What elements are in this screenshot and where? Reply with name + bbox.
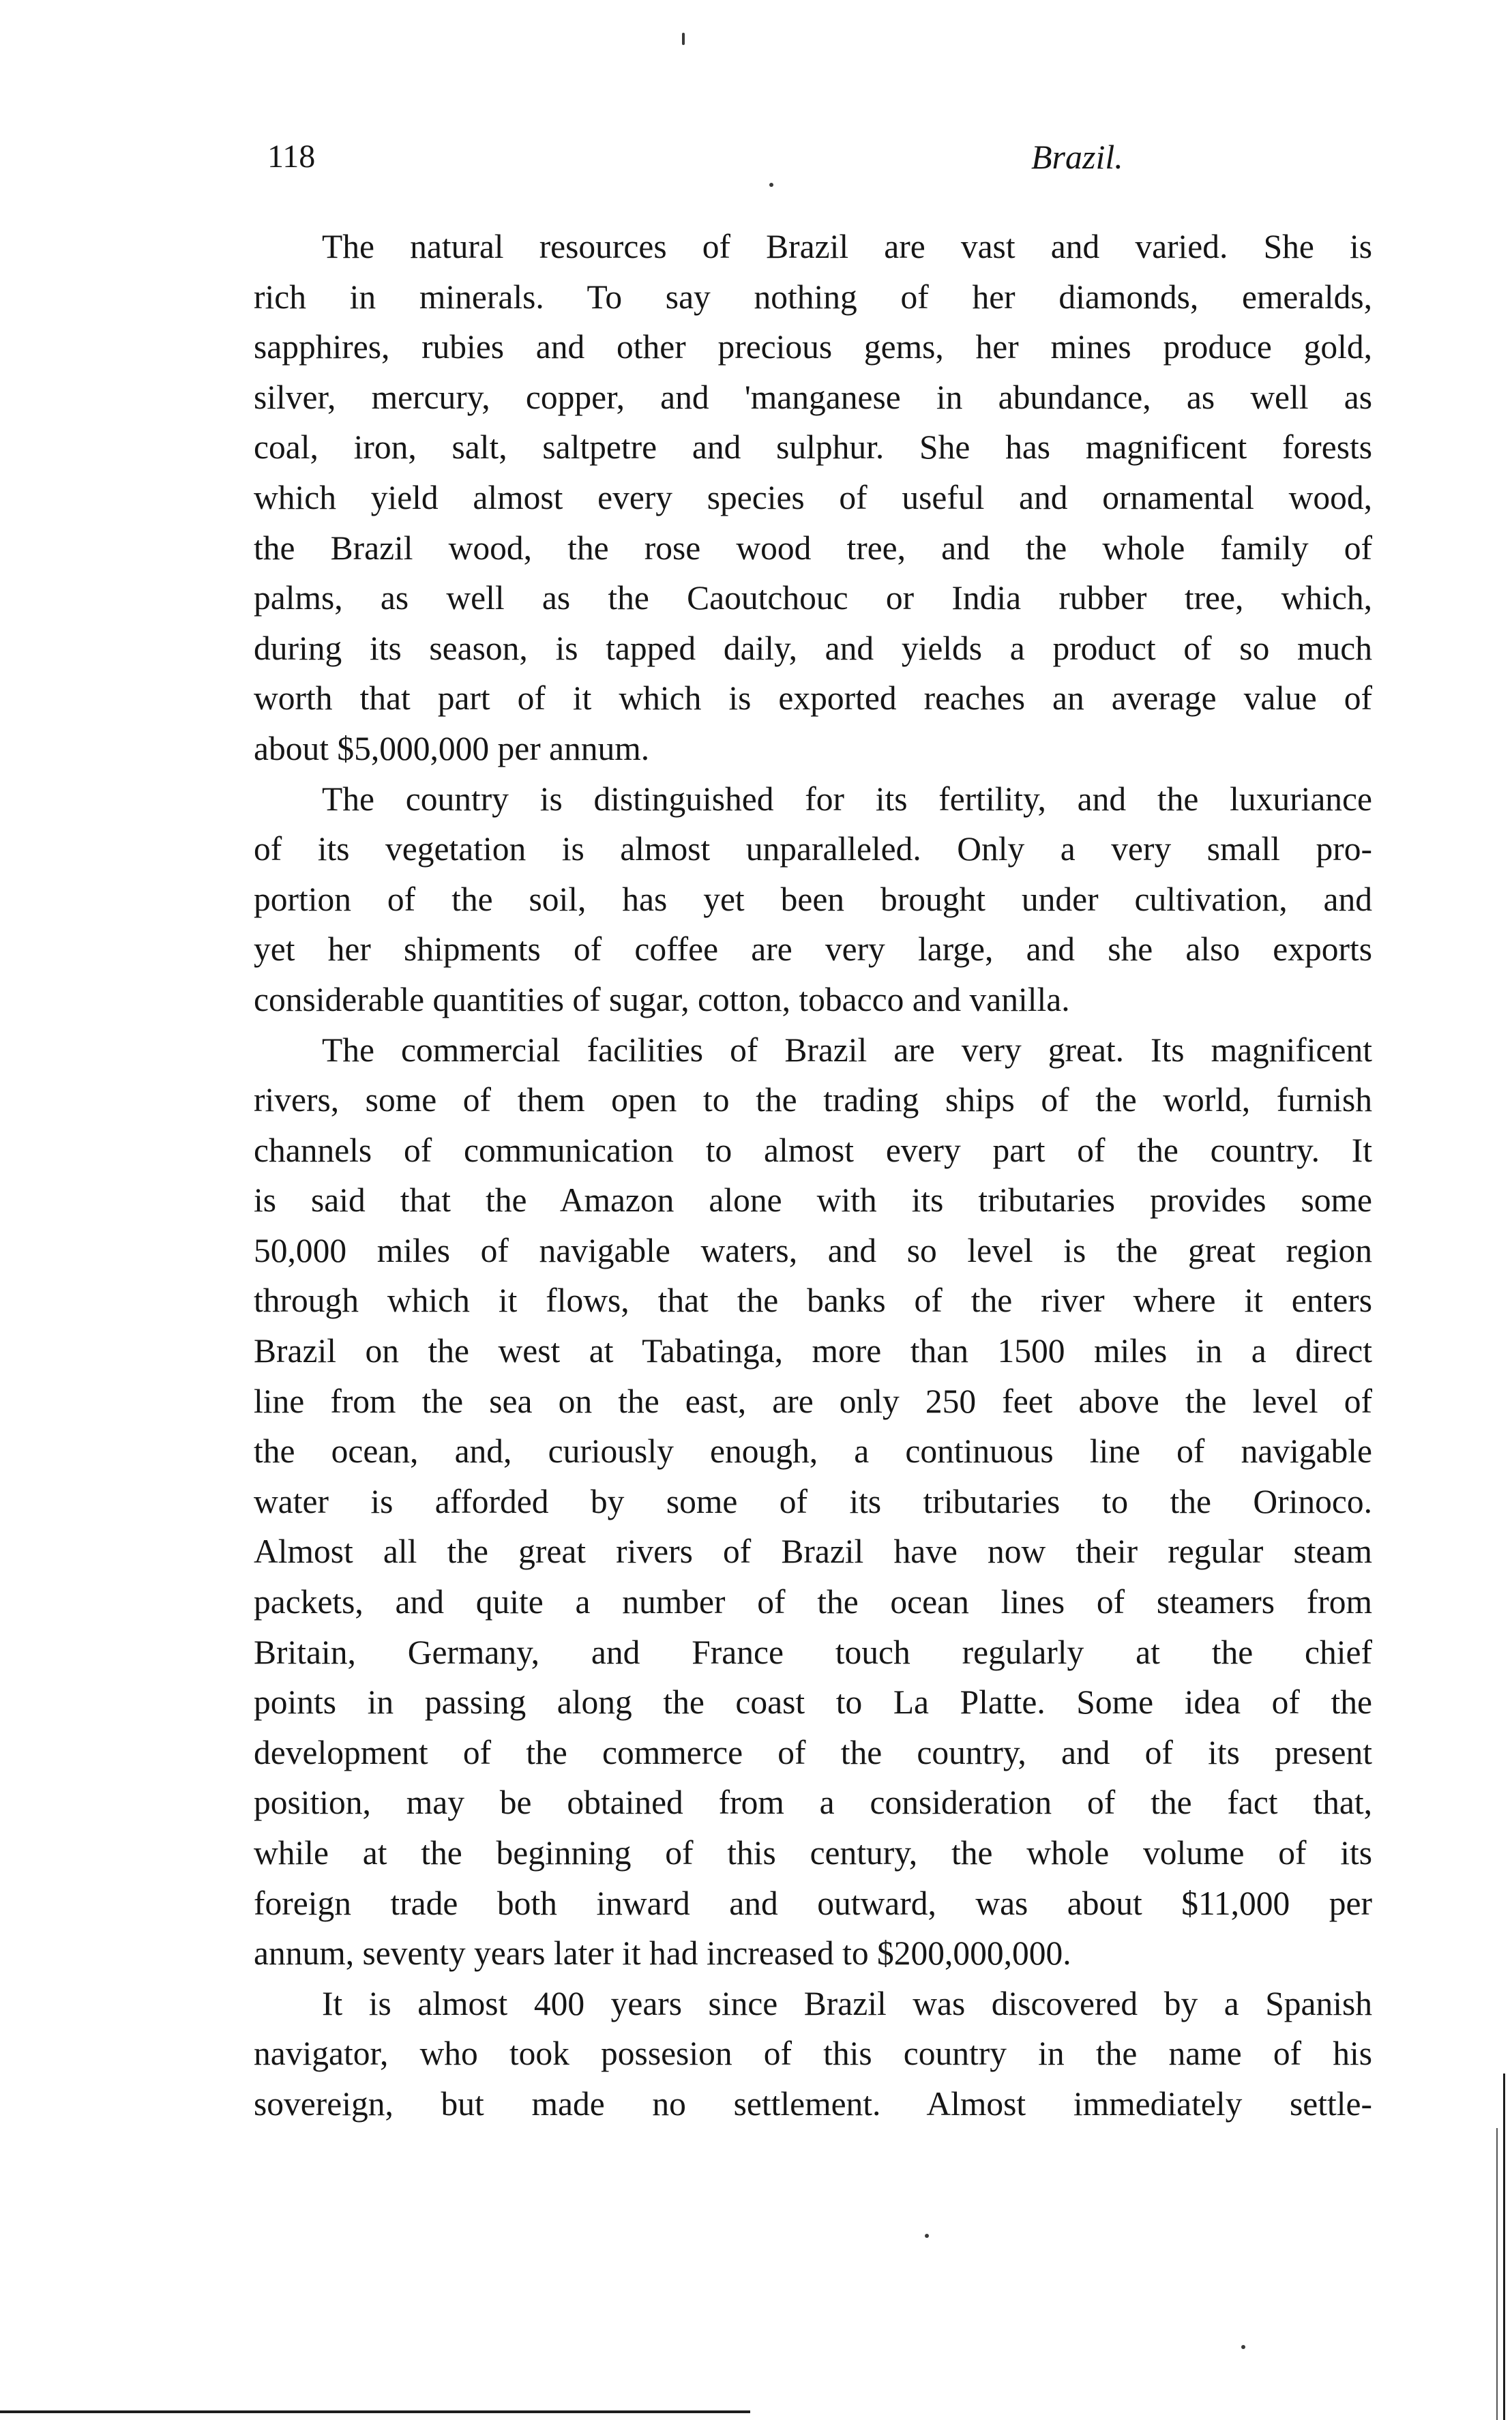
- text-line: Britain, Germany, and France touch regularly at the chief: [254, 1633, 1372, 1671]
- scan-edge-line: [0, 2410, 750, 2413]
- text-line: rivers, some of them open to the trading ships of the world, furnish: [254, 1081, 1372, 1119]
- paragraph-natural-resources: [254, 222, 1372, 774]
- text-line: palms, as well as the Caoutchouc or India rubber tree, which,: [254, 579, 1372, 617]
- page-body: [254, 222, 1372, 2129]
- text-line: position, may be obtained from a consideration of the fact that,: [254, 1784, 1372, 1822]
- running-title: Brazil.: [1031, 138, 1123, 176]
- text-line: points in passing along the coast to La Platte. Some idea of the: [254, 1683, 1372, 1722]
- page-header: [267, 136, 1365, 184]
- paragraph-fertility: [254, 774, 1372, 1025]
- text-line: worth that part of it which is exported reaches an average value of: [254, 679, 1372, 718]
- text-line: about $5,000,000 per annum.: [254, 729, 650, 767]
- text-line: the Brazil wood, the rose wood tree, and the whole family of: [254, 529, 1372, 567]
- text-line: 50,000 miles of navigable waters, and so level is the great region: [254, 1231, 1372, 1269]
- text-line: packets, and quite a number of the ocean lines of steamers from: [254, 1583, 1372, 1621]
- text-line: foreign trade both inward and outward, was about $11,000 per: [254, 1884, 1372, 1922]
- scan-speck: [682, 33, 685, 45]
- text-line: navigator, who took possesion of this country in the name of his: [254, 2035, 1372, 2073]
- scan-speck: [925, 2234, 929, 2238]
- text-line: line from the sea on the east, are only 250 feet above the level of: [254, 1382, 1372, 1420]
- text-line: yet her shipments of coffee are very large, and she also exports: [254, 930, 1372, 969]
- text-line: The natural resources of Brazil are vast and varied. She is: [322, 228, 1372, 265]
- text-line: is said that the Amazon alone with its tributaries provides some: [254, 1181, 1372, 1220]
- text-line: The country is distinguished for its fertility, and the luxuriance: [322, 780, 1372, 818]
- scan-speck: [1241, 2345, 1245, 2349]
- text-line: water is afforded by some of its tributaries to the Orinoco.: [254, 1482, 1372, 1520]
- text-line: rich in minerals. To say nothing of her diamonds, emeralds,: [254, 278, 1372, 316]
- text-line: The commercial facilities of Brazil are very great. Its magnificent: [322, 1031, 1372, 1069]
- paragraph-commerce: [254, 1025, 1372, 1979]
- text-line: development of the commerce of the country, and of its present: [254, 1733, 1372, 1771]
- text-line: portion of the soil, has yet been brought under cultivation, and: [254, 880, 1372, 918]
- text-line: silver, mercury, copper, and 'manganese in abundance, as well as: [254, 378, 1372, 416]
- text-line: It is almost 400 years since Brazil was discovered by a Spanish: [322, 1984, 1372, 2022]
- text-line: through which it flows, that the banks of the river where it enters: [254, 1282, 1372, 1320]
- scan-edge-line: [1503, 2074, 1505, 2420]
- text-line: sovereign, but made no settlement. Almost immediately settle-: [254, 2084, 1372, 2123]
- text-line: Brazil on the west at Tabatinga, more than 1500 miles in a direct: [254, 1332, 1372, 1370]
- text-line: Almost all the great rivers of Brazil have now their regular steam: [254, 1533, 1372, 1571]
- text-line: annum, seventy years later it had increased to $200,000,000.: [254, 1934, 1071, 1973]
- text-line: channels of communication to almost every part of the country. It: [254, 1131, 1372, 1169]
- text-line: while at the beginning of this century, the whole volume of its: [254, 1834, 1372, 1872]
- paragraph-discovery: [254, 1979, 1372, 2129]
- scan-speck: [769, 183, 773, 187]
- text-line: which yield almost every species of useful and ornamental wood,: [254, 478, 1372, 516]
- text-line: considerable quantities of sugar, cotton, tobacco and vanilla.: [254, 980, 1070, 1018]
- text-line: coal, iron, salt, saltpetre and sulphur. She has magnificent forests: [254, 428, 1372, 467]
- scan-edge-line: [1496, 2128, 1498, 2420]
- page-number: 118: [267, 138, 316, 175]
- text-line: the ocean, and, curiously enough, a continuous line of navigable: [254, 1432, 1372, 1471]
- text-line: of its vegetation is almost unparalleled. Only a very small pro-: [254, 830, 1372, 868]
- text-line: sapphires, rubies and other precious gems, her mines produce gold,: [254, 328, 1372, 366]
- text-line: during its season, is tapped daily, and yields a product of so much: [254, 629, 1372, 667]
